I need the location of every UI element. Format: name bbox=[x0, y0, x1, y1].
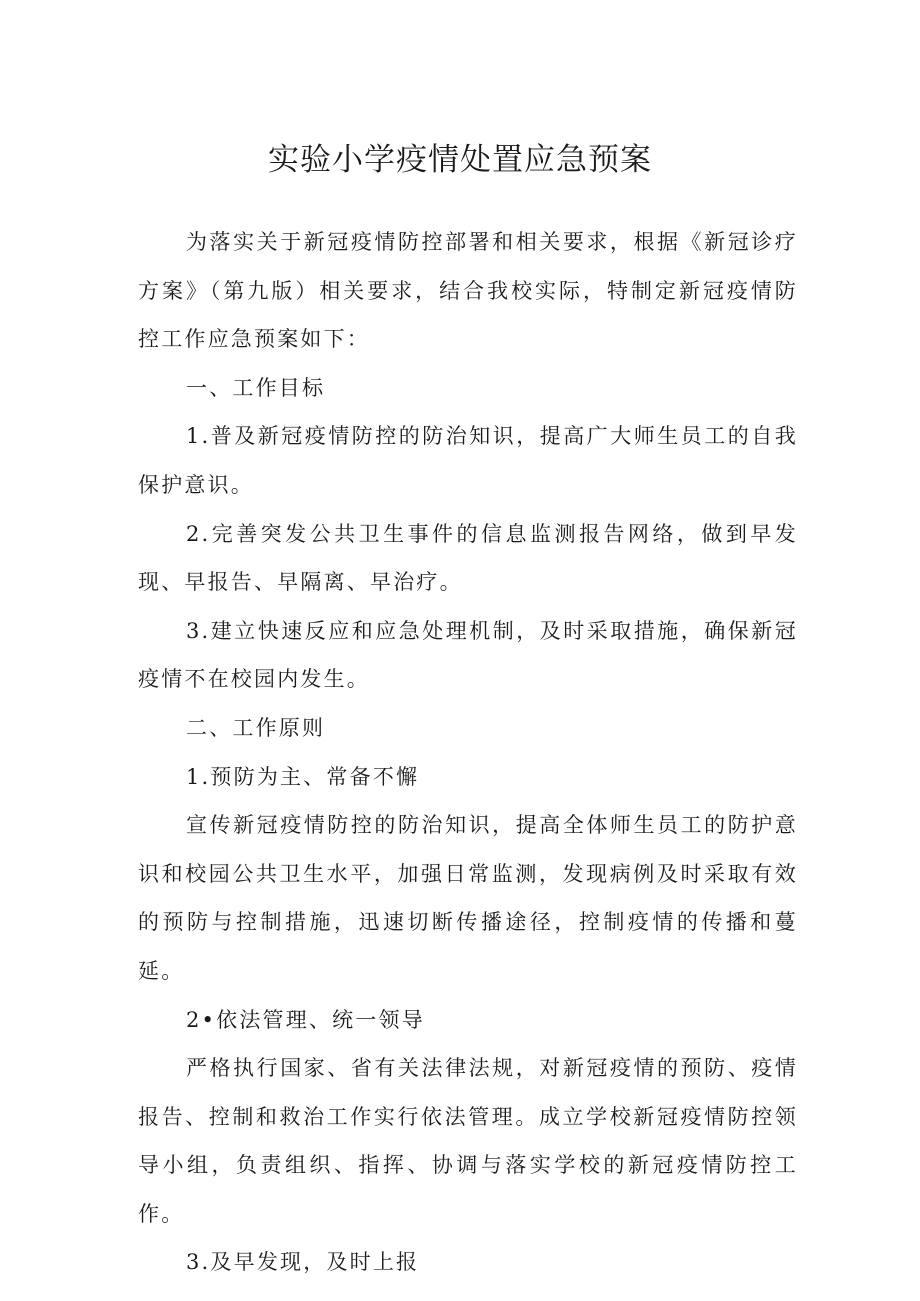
goal-item-1: 1.普及新冠疫情防控的防治知识，提高广大师生员工的自我保护意识。 bbox=[138, 424, 798, 497]
heading-work-principles: 二、工作原则 bbox=[186, 715, 326, 740]
principle-heading-3: 3.及早发现，及时上报 bbox=[186, 1250, 420, 1275]
principle-body-1: 宣传新冠疫情防控的防治知识，提高全体师生员工的防护意识和校园公共卫生水平，加强日常监测，发现病例及时采取有效的预防与控制措施，迅速切断传播途径，控制疫情的传播和蔓延。 bbox=[138, 813, 798, 983]
document-body bbox=[138, 218, 798, 1287]
paragraph-intro: 为落实关于新冠疫情防控部署和相关要求，根据《新冠诊疗方案》（第九版）相关要求，结合我校实际，特制定新冠疫情防控工作应急预案如下： bbox=[138, 230, 798, 352]
document-title: 实验小学疫情处置应急预案 bbox=[268, 142, 652, 178]
principle-body-2: 严格执行国家、省有关法律法规，对新冠疫情的预防、疫情报告、控制和救治工作实行依法管理。成立学校新冠疫情防控领导小组，负责组织、指挥、协调与落实学校的新冠疫情防控工作。 bbox=[138, 1056, 798, 1226]
goal-item-3: 3.建立快速反应和应急处理机制，及时采取措施，确保新冠疫情不在校园内发生。 bbox=[138, 618, 798, 692]
principle-heading-2: 2•依法管理、统一领导 bbox=[186, 1007, 425, 1032]
principle-heading-1: 1.预防为主、常备不懈 bbox=[186, 764, 420, 789]
heading-work-goals: 一、工作目标 bbox=[186, 375, 326, 400]
goal-item-2: 2.完善突发公共卫生事件的信息监测报告网络，做到早发现、早报告、早隔离、早治疗。 bbox=[138, 521, 798, 595]
